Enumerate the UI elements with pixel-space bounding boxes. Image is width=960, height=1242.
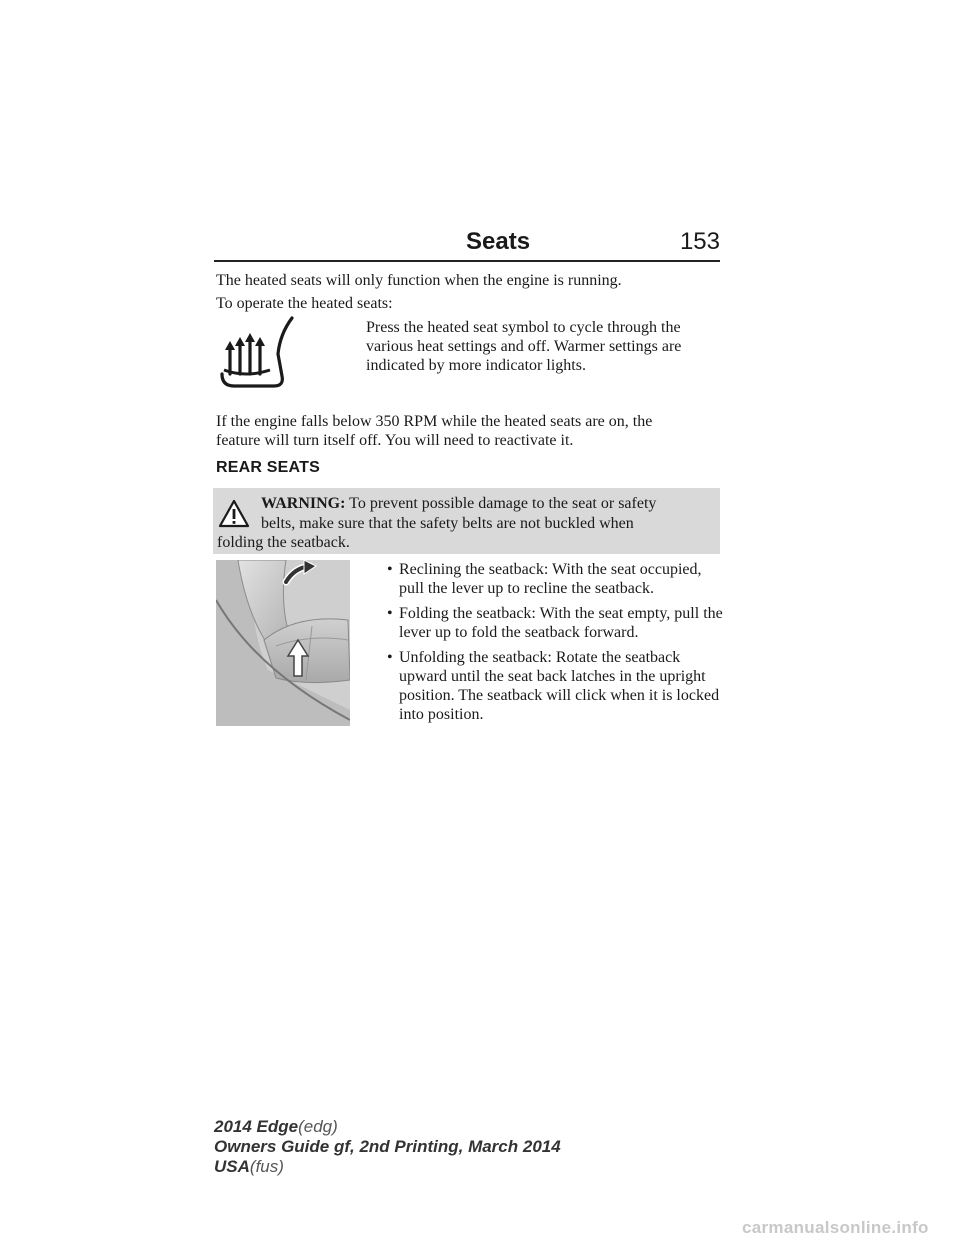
section-heading-rear-seats: REAR SEATS: [216, 459, 320, 476]
footer-line3: [214, 1157, 561, 1177]
footer-model: 2014 Edge: [214, 1117, 299, 1136]
warning-line1-text: To prevent possible damage to the seat or safety: [349, 495, 657, 512]
rear-seat-instructions: [387, 560, 727, 730]
page-number: 153: [679, 228, 720, 255]
page-footer: [214, 1117, 561, 1177]
list-item: [387, 560, 727, 598]
list-item: [387, 648, 727, 724]
watermark: carmanualsonline.info: [742, 1218, 929, 1237]
paragraph-engine-running: The heated seats will only function when the engine is running.: [216, 272, 622, 289]
bullet-dot: •: [387, 561, 393, 578]
warning-line2: belts, make sure that the safety belts are not buckled when: [261, 515, 634, 532]
bullet-dot: •: [387, 649, 393, 666]
bullet-text-reclining: Reclining the seatback: With the seat occupied, pull the lever up to recline the seatback.: [399, 561, 702, 597]
footer-line2: [214, 1137, 561, 1157]
list-item: [387, 604, 727, 642]
paragraph-rpm-line2: feature will turn itself off. You will need to reactivate it.: [216, 432, 574, 449]
footer-market-code: (fus): [249, 1157, 284, 1176]
bullet-text-folding: Folding the seatback: With the seat empty, pull the lever up to fold the seatback forward.: [399, 605, 723, 641]
footer-market: USA: [214, 1157, 250, 1176]
warning-label: WARNING:: [261, 495, 346, 512]
warning-box: [213, 488, 720, 554]
bullet-dot: •: [387, 605, 393, 622]
page-header: [214, 228, 720, 262]
footer-line1: [214, 1117, 561, 1137]
warning-triangle-icon: [218, 499, 250, 528]
page-title: Seats: [466, 228, 531, 255]
footer-model-code: (edg): [298, 1117, 338, 1136]
warning-line3: folding the seatback.: [217, 534, 350, 551]
heated-seat-icon: [216, 314, 296, 392]
rear-seat-illustration: [216, 560, 350, 726]
warning-line1: [261, 494, 656, 513]
header-rule: [214, 260, 720, 262]
paragraph-press-symbol: Press the heated seat symbol to cycle through the various heat settings and off. Warmer settings are indicated by more indicator lights.: [366, 319, 682, 374]
paragraph-to-operate: To operate the heated seats:: [216, 295, 393, 312]
bullet-text-unfolding: Unfolding the seatback: Rotate the seatback upward until the seat back latches in the upright position. The seatback will click when it is locked into position.: [399, 649, 720, 723]
footer-guide: Owners Guide gf, 2nd Printing, March 2014: [214, 1137, 561, 1156]
paragraph-rpm-line1: If the engine falls below 350 RPM while the heated seats are on, the: [216, 413, 653, 430]
